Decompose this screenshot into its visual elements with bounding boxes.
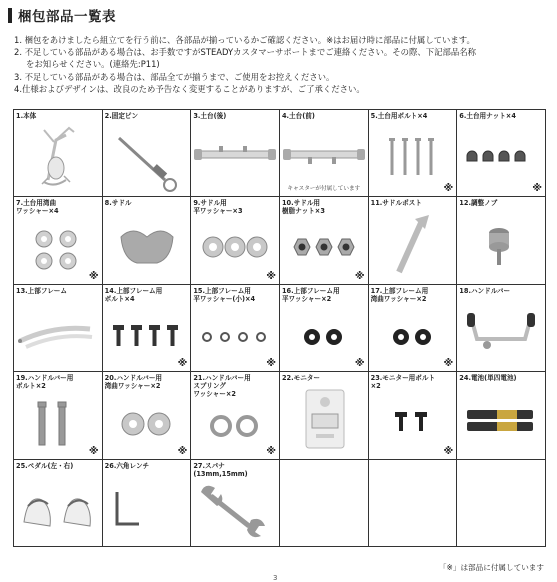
part-cell-hex-wrench	[103, 460, 192, 547]
saddle-post-icon	[369, 197, 457, 284]
part-label: 16.上部フレーム用 平ワッシャー×2	[281, 286, 340, 303]
frame-body-icon	[14, 110, 102, 197]
part-cell-saddle	[103, 197, 192, 284]
included-mark: ※	[88, 445, 99, 457]
part-label: 19.ハンドルバー用 ボルト×2	[16, 374, 74, 391]
part-cell-fixing-pin	[103, 110, 192, 197]
title-marker	[8, 8, 12, 23]
upper-frame-icon	[14, 285, 102, 372]
part-label: 9.サドル用 平ワッシャー×3	[193, 199, 243, 216]
part-label: 15.上部フレーム用 平ワッシャー(小)×4	[193, 286, 256, 303]
part-label: 25.ペダル(左・右)	[16, 461, 74, 470]
part-cell-battery	[457, 372, 546, 459]
spanner-icon	[191, 460, 279, 547]
part-cell-handlebar-curved-washer	[103, 372, 192, 459]
parts-grid	[13, 109, 546, 547]
included-mark: ※	[354, 358, 365, 370]
notes	[14, 34, 552, 95]
part-label: 4.土台(前)	[281, 112, 315, 120]
included-mark: ※	[177, 445, 188, 457]
included-mark: ※	[443, 183, 454, 195]
part-label: 12.調整ノブ	[459, 199, 498, 208]
part-label: 18.ハンドルバー	[459, 286, 511, 295]
part-cell-resin-nut	[280, 197, 369, 284]
hex-wrench-icon	[103, 460, 191, 547]
note-3: 3. 不足している部品がある場合は、部品全てが揃うまで、ご使用をお控えください。	[14, 71, 335, 82]
empty-cell	[457, 460, 546, 547]
part-label: 17.上部フレーム用 湾曲ワッシャー×2	[370, 286, 429, 303]
footnote: 「※」は部品に付属しています	[438, 563, 544, 572]
part-cell-flat-washer	[191, 197, 280, 284]
part-cell-handlebar-bolt	[14, 372, 103, 459]
handlebar-icon	[457, 285, 545, 372]
note-1: 1. 梱包をあけましたら組立てを行う前に、各部品が揃っているかご確認ください。※はお届け時に部品に付属しています。	[14, 35, 475, 45]
part-label: 27.スパナ (13mm,15mm)	[193, 461, 248, 478]
included-mark: ※	[88, 270, 99, 282]
part-label: 5.土台用ボルト×4	[370, 112, 428, 120]
part-cell-upper-frame	[14, 285, 103, 372]
included-mark: ※	[266, 270, 276, 282]
part-cell-spanner	[191, 460, 280, 547]
part-cell-upper-frame-bolt	[103, 285, 192, 372]
empty-cell	[280, 460, 369, 547]
part-cell-body	[14, 110, 103, 197]
rear-base-icon	[191, 110, 279, 197]
monitor-icon	[280, 372, 368, 459]
part-cell-rear-base	[191, 110, 280, 197]
adjust-knob-icon	[457, 197, 545, 284]
note-2: 2. 不足している部品がある場合は、お手数ですがSTEADYカスタマーサポートまでご連絡ください。その際、下記部品名称	[14, 47, 476, 58]
saddle-icon	[103, 197, 191, 284]
part-cell-small-flat-washer	[191, 285, 280, 372]
included-mark: ※	[443, 358, 454, 370]
part-label: 13.上部フレーム	[16, 286, 67, 295]
fixing-pin-icon	[103, 110, 191, 197]
part-cell-spring-washer	[191, 372, 280, 459]
part-cell-monitor	[280, 372, 369, 459]
included-mark: ※	[177, 358, 188, 370]
part-label: 8.サドル	[104, 199, 132, 208]
part-label: 1.本体	[16, 112, 37, 120]
part-label: 14.上部フレーム用 ボルト×4	[104, 286, 163, 303]
part-label: 20.ハンドルバー用 湾曲ワッシャー×2	[104, 374, 163, 391]
included-mark: ※	[532, 183, 542, 195]
part-cell-handlebar	[457, 285, 546, 372]
empty-cell	[369, 460, 458, 547]
part-label: 26.六角レンチ	[104, 461, 150, 470]
included-mark: ※	[266, 358, 276, 370]
note-2-continued: をお知らせください。(連絡先:P11)	[26, 59, 160, 70]
part-label: 11.サドルポスト	[370, 199, 422, 208]
page-number: 3	[273, 574, 278, 582]
battery-icon	[457, 372, 545, 459]
part-cell-pedal	[14, 460, 103, 547]
note-4: 4.仕様およびデザインは、改良のため予告なく変更することがありますが、ご了承ください。	[14, 83, 365, 94]
part-label: 3.土台(後)	[193, 112, 227, 120]
part-cell-front-base	[280, 110, 369, 197]
part-cell-black-washer	[280, 285, 369, 372]
part-label: 23.モニター用ボルト ×2	[370, 374, 436, 391]
included-mark: ※	[354, 270, 365, 282]
part-label: 6.土台用ナット×4	[459, 112, 516, 120]
part-cell-black-curved-washer	[369, 285, 458, 372]
part-cell-saddle-post	[369, 197, 458, 284]
pedal-icon	[14, 460, 102, 547]
part-label: 21.ハンドルバー用 スプリング ワッシャー×2	[193, 374, 251, 399]
page-title	[8, 5, 116, 25]
included-mark: ※	[266, 445, 276, 457]
part-label: 2.固定ピン	[104, 112, 139, 120]
part-cell-curved-washer	[14, 197, 103, 284]
page-title-text: 梱包部品一覧表	[18, 9, 116, 25]
part-caption: キャスターが付属しています	[287, 186, 361, 193]
part-label: 24.電池(単四電池)	[459, 374, 517, 383]
part-cell-adjust-knob	[457, 197, 546, 284]
included-mark: ※	[443, 445, 454, 457]
part-label: 7.土台用湾曲 ワッシャー×4	[16, 199, 59, 216]
part-label: 10.サドル用 樹脂ナット×3	[281, 199, 325, 216]
part-label: 22.モニター	[281, 374, 321, 383]
part-cell-base-bolt	[369, 110, 458, 197]
part-cell-monitor-bolt	[369, 372, 458, 459]
part-cell-base-nut	[457, 110, 546, 197]
